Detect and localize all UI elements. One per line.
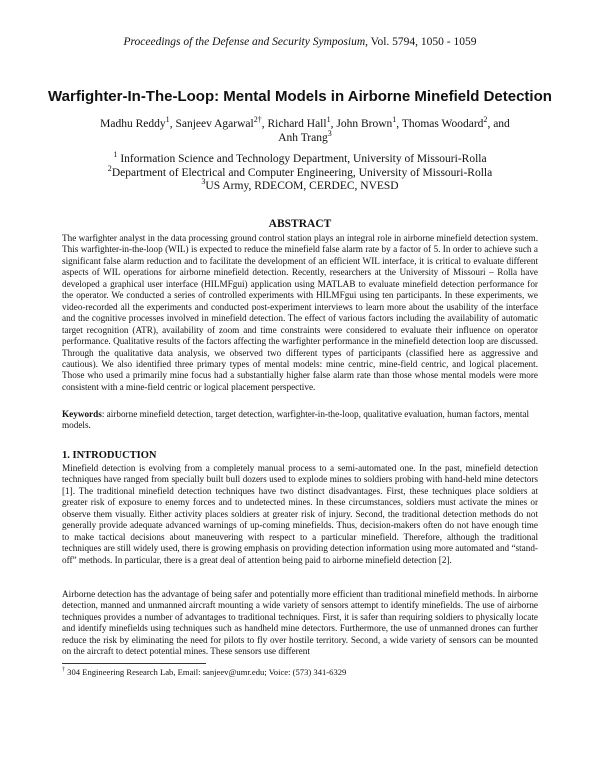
affiliation: $^1$ Information Science and Technology Department, University of Missouri-Rolla xyxy=(113,150,487,165)
section-heading: 1. INTRODUCTION xyxy=(62,450,157,461)
affiliation-list xyxy=(60,150,540,194)
abstract-text: The warfighter analyst in the data processing ground control station plays an integral role in airborne minefield detection system. This warfighter-in-the-loop (WIL) is expected to reduce the minefield false alarm rate by a factor of 5. In order to achieve such a significant false alarm reduction and to facilitate the development of an efficient WIL interface, it is critical to evaluate different aspects of WIL operations for airborne minefield detection. Recently, researchers at the University of Missouri – Rolla have developed a graphical user interface (HILMFgui) application using MATLAB to evaluate minefield detection performance for the operator. We conducted a series of controlled experiments with HILMFgui using ten participants. In these experiments, we video-recorded all the experiments and conducted post-experiment interviews to learn more about the usability of the interface and the cognitive processes involved in minefield detection. The effect of various factors including the availability of automatic target recognition (ATR), availability of zoom and time constraints were considered to evaluate their influence on operator performance. Qualitative results of the factors affecting the warfighter performance in the minefield detection loop are discussed. Through the qualitative data analysis, we observed two different types of participants (classified here as aggressive and cautious). We also identified three primary types of mental models: mine centric, mine-field centric, and logical placement. Those who used a primarily mine focus had a substantially higher false alarm rate than those whose mental models were more consistent with a mine-field centric or logical placement perspective. xyxy=(62,233,538,392)
author: Richard Hall$^1$, xyxy=(267,115,337,130)
affiliation: $^2$Department of Electrical and Computer Engineering, University of Missouri-Rolla xyxy=(107,163,493,179)
volume-info: , Vol. 5794, 1050 - 1059 xyxy=(365,36,477,48)
footnote-rule xyxy=(62,663,206,664)
author: Madhu Reddy$^1$, xyxy=(100,115,176,130)
keywords-label: Keywords xyxy=(62,409,102,419)
keywords xyxy=(62,409,538,432)
author-list xyxy=(95,117,515,145)
author: Anh Trang$^3$ xyxy=(278,129,332,144)
author: Thomas Woodard$^2$, and xyxy=(401,115,510,130)
keywords-text: : airborne minefield detection, target detection, warfighter-in-the-loop, qualitative evaluation, human factors, mental models. xyxy=(62,409,530,431)
body-paragraph: Minefield detection is evolving from a completely manual process to a semi-automated one. In the past, minefield detection techniques have ranged from specially built bull dozers used to explode mines to soldiers probing with hand-held mine detectors [1]. The traditional minefield detection techniques have two distinct disadvantages. First, these techniques place soldiers at greater risk of exposure to enemy forces and to undetected mines. In these circumstances, soldiers must activate the mines or observe them visually. Either activity places soldiers at greater risk of injury. Second, the traditional detection methods do not generally provide adequate advanced warnings of up-coming minefields. Thus, decision-makers often do not have enough time to make tactical decisions about maneuvering with respect to a particular minefield. Therefore, although the traditional techniques are still widely used, there is growing emphasis on providing detection information using more automated and “stand-off” methods. In particular, there is a great deal of attention being paid to airborne minefield detection [2]. xyxy=(62,463,538,565)
author: Sanjeev Agarwal$^{2\dagger}$, xyxy=(175,115,268,130)
proceedings-header xyxy=(0,36,600,48)
author: John Brown$^1$, xyxy=(336,115,402,130)
footnote: † 304 Engineering Research Lab, Email: sanjeev@umr.edu; Voice: (573) 341-6329 xyxy=(62,667,347,677)
proceedings-name: Proceedings of the Defense and Security Symposium xyxy=(123,36,366,48)
paper-title: Warfighter-In-The-Loop: Mental Models in Airborne Minefield Detection xyxy=(48,88,552,105)
abstract-heading: ABSTRACT xyxy=(268,218,332,230)
body-paragraph: Airborne detection has the advantage of being safer and potentially more efficient than traditional minefield methods. In airborne detection, manned and unmanned aircraft mounting a wide variety of sensors attempt to identify minefields. The use of airborne techniques provides a number of advantages to traditional techniques. First, it is safer than requiring soldiers to physically locate and identify minefields using techniques such as handheld mine detectors. Furthermore, the use of unmanned drones can further reduce the risk by eliminating the need for pilots to fly over hostile territory. Second, a wide variety of sensors can be mounted on the aircraft to detect potential mines. These sensors use different xyxy=(62,589,538,657)
affiliation: $^3$US Army, RDECOM, CERDEC, NVESD xyxy=(201,177,399,192)
